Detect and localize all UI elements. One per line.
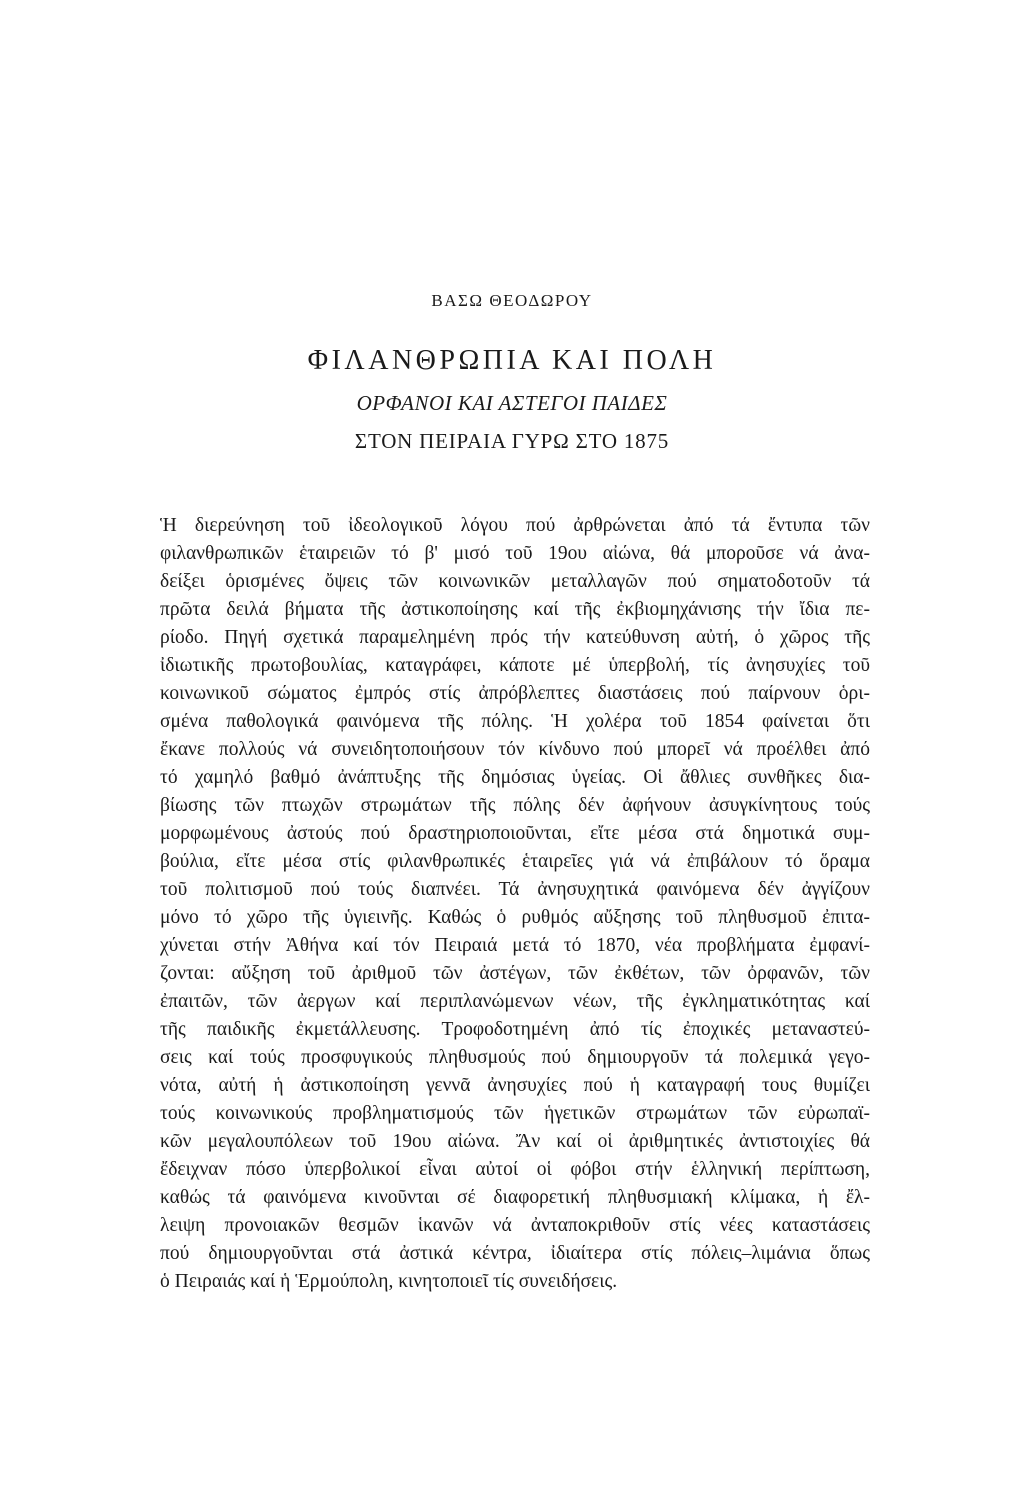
- body-line: τό χαμηλό βαθμό ἀνάπτυξης τῆς δημόσιας ὑγείας. Οἱ ἄθλιες συνθῆκες δια-: [160, 767, 870, 788]
- body-line: χύνεται στήν Ἀθήνα καί τόν Πειραιά μετά τό 1870, νέα προβλήματα ἐμφανί-: [160, 935, 870, 956]
- body-line: ἐπαιτῶν, τῶν ἀεργων καί περιπλανώμενων νέων, τῆς ἐγκληματικότητας καί: [160, 991, 870, 1012]
- body-line: σμένα παθολογικά φαινόμενα τῆς πόλης. Ἡ χολέρα τοῦ 1854 φαίνεται ὅτι: [160, 711, 870, 732]
- author-name: ΒΑΣΩ ΘΕΟΔΩΡΟΥ: [431, 291, 593, 310]
- body-line: καθώς τά φαινόμενα κινοῦνται σέ διαφορετική πληθυσμιακή κλίμακα, ἡ ἔλ-: [160, 1187, 870, 1208]
- body-line-last: ὁ Πειραιάς καί ἡ Ἑρμούπολη, κινητοποιεῖ τίς συνειδήσεις.: [160, 1271, 618, 1292]
- article-subtitle-italic: ΟΡΦΑΝΟΙ ΚΑΙ ΑΣΤΕΓΟΙ ΠΑΙΔΕΣ: [356, 391, 668, 415]
- article-subtitle-plain: ΣΤΟΝ ΠΕΙΡΑΙΑ ΓΥΡΩ ΣΤΟ 1875: [354, 429, 670, 453]
- body-line: νότα, αὐτή ἡ ἀστικοποίηση γεννᾶ ἀνησυχίες πού ἡ καταγραφή τους θυμίζει: [160, 1075, 870, 1096]
- body-line: ἔδειχναν πόσο ὑπερβολικοί εἶναι αὐτοί οἱ φόβοι στήν ἑλληνική περίπτωση,: [160, 1159, 870, 1180]
- body-line: σεις καί τούς προσφυγικούς πληθυσμούς πού δημιουργοῦν τά πολεμικά γεγο-: [160, 1047, 870, 1068]
- body-line: πρῶτα δειλά βήματα τῆς ἀστικοποίησης καί τῆς ἐκβιομηχάνισης τήν ἴδια πε-: [160, 599, 870, 620]
- body-line: βίωσης τῶν πτωχῶν στρωμάτων τῆς πόλης δέν ἀφήνουν ἀσυγκίνητους τούς: [160, 795, 870, 816]
- body-line: τούς κοινωνικούς προβληματισμούς τῶν ἡγετικῶν στρωμάτων τῶν εὐρωπαϊ-: [160, 1103, 870, 1124]
- body-line: κῶν μεγαλουπόλεων τοῦ 19ου αἰώνα. Ἄν καί οἱ ἀριθμητικές ἀντιστοιχίες θά: [160, 1131, 870, 1152]
- body-line: ἔκανε πολλούς νά συνειδητοποιήσουν τόν κίνδυνο πού μπορεῖ νά προέλθει ἀπό: [160, 739, 870, 760]
- body-line: δείξει ὁρισμένες ὄψεις τῶν κοινωνικῶν μεταλλαγῶν πού σηματοδοτοῦν τά: [160, 571, 870, 592]
- body-line: λειψη προνοιακῶν θεσμῶν ἱκανῶν νά ἀνταποκριθοῦν στίς νέες καταστάσεις: [160, 1215, 870, 1236]
- body-line: πού δημιουργοῦνται στά ἀστικά κέντρα, ἰδιαίτερα στίς πόλεις–λιμάνια ὅπως: [160, 1243, 870, 1264]
- body-line: μόνο τό χῶρο τῆς ὑγιεινῆς. Καθώς ὁ ρυθμός αὔξησης τοῦ πληθυσμοῦ ἐπιτα-: [160, 907, 870, 928]
- body-line: φιλανθρωπικῶν ἑταιρειῶν τό β' μισό τοῦ 19ου αἰώνα, θά μποροῦσε νά ἀνα-: [160, 543, 870, 564]
- body-line: βούλια, εἴτε μέσα στίς φιλανθρωπικές ἑταιρεῖες γιά νά ἐπιβάλουν τό ὅραμα: [160, 851, 870, 872]
- body-line: ρίοδο. Πηγή σχετικά παραμελημένη πρός τήν κατεύθυνση αὐτή, ὁ χῶρος τῆς: [160, 627, 870, 648]
- body-line: Ἡ διερεύνηση τοῦ ἰδεολογικοῦ λόγου πού ἀρθρώνεται ἀπό τά ἔντυπα τῶν: [160, 515, 870, 536]
- body-paragraph: [160, 512, 870, 1296]
- body-line: τοῦ πολιτισμοῦ πού τούς διαπνέει. Τά ἀνησυχητικά φαινόμενα δέν ἀγγίζουν: [160, 879, 870, 900]
- body-line: τῆς παιδικῆς ἐκμετάλλευσης. Τροφοδοτημένη ἀπό τίς ἐποχικές μεταναστεύ-: [160, 1019, 870, 1040]
- body-line: ἰδιωτικῆς πρωτοβουλίας, καταγράφει, κάποτε μέ ὑπερβολή, τίς ἀνησυχίες τοῦ: [160, 655, 870, 676]
- body-line: μορφωμένους ἀστούς πού δραστηριοποιοῦνται, εἴτε μέσα στά δημοτικά συμ-: [160, 823, 870, 844]
- body-line: κοινωνικοῦ σώματος ἐμπρός στίς ἀπρόβλεπτες διαστάσεις πού παίρνουν ὁρι-: [160, 683, 870, 704]
- article-title: ΦΙΛΑΝΘΡΩΠΙΑ ΚΑΙ ΠΟΛΗ: [307, 345, 717, 376]
- body-line: ζονται: αὔξηση τοῦ ἀριθμοῦ τῶν ἀστέγων, τῶν ἐκθέτων, τῶν ὀρφανῶν, τῶν: [160, 963, 870, 984]
